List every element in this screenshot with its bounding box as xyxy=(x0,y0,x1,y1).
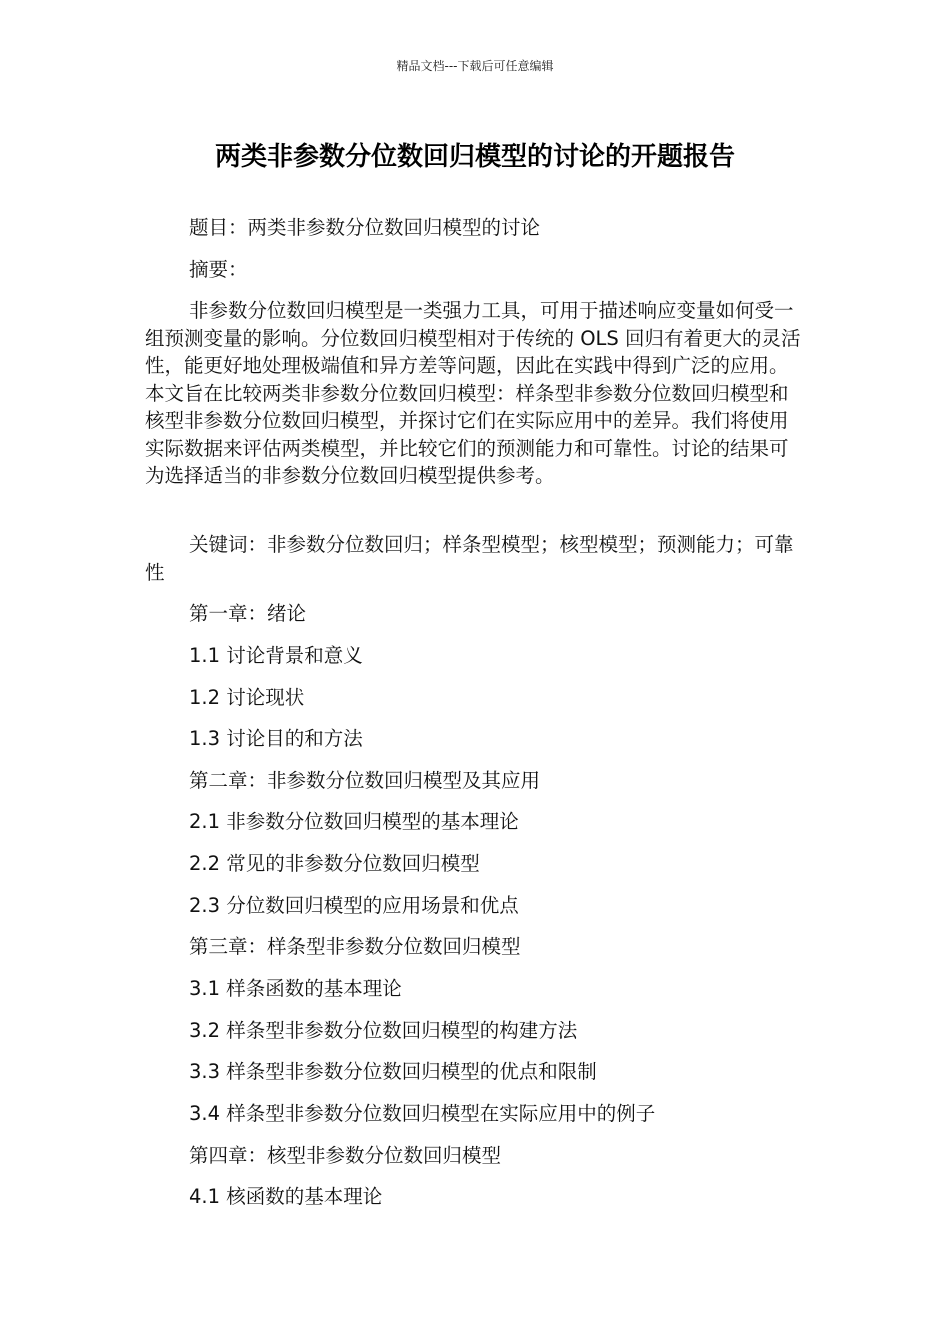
keywords-paragraph: 关键词：非参数分位数回归；样条型模型；核型模型；预测能力；可靠性 xyxy=(145,533,794,584)
outline-chapter-2: 第二章：非参数分位数回归模型及其应用 xyxy=(189,769,541,792)
outline-chapter-3: 第三章：样条型非参数分位数回归模型 xyxy=(189,935,521,958)
page-header-note: 精品文档---下载后可任意编辑 xyxy=(396,59,554,73)
outline-section-4-1: 4.1 核函数的基本理论 xyxy=(189,1185,383,1208)
outline-section-3-4: 3.4 样条型非参数分位数回归模型在实际应用中的例子 xyxy=(189,1102,656,1125)
outline-chapter-4: 第四章：核型非参数分位数回归模型 xyxy=(189,1144,502,1167)
outline-section-3-3: 3.3 样条型非参数分位数回归模型的优点和限制 xyxy=(189,1060,597,1083)
abstract-label: 摘要： xyxy=(189,258,248,281)
outline-section-2-1: 2.1 非参数分位数回归模型的基本理论 xyxy=(189,810,519,833)
outline-section-2-2: 2.2 常见的非参数分位数回归模型 xyxy=(189,852,480,875)
outline-section-1-2: 1.2 讨论现状 xyxy=(189,686,305,709)
outline-section-1-3: 1.3 讨论目的和方法 xyxy=(189,727,363,750)
outline-section-3-2: 3.2 样条型非参数分位数回归模型的构建方法 xyxy=(189,1019,578,1042)
topic-line: 题目：两类非参数分位数回归模型的讨论 xyxy=(189,216,541,239)
document-title: 两类非参数分位数回归模型的讨论的开题报告 xyxy=(214,142,735,172)
outline-chapter-1: 第一章：绪论 xyxy=(189,602,307,625)
outline-section-2-3: 2.3 分位数回归模型的应用场景和优点 xyxy=(189,894,519,917)
outline-section-1-1: 1.1 讨论背景和意义 xyxy=(189,644,363,667)
abstract-paragraph: 非参数分位数回归模型是一类强力工具，可用于描述响应变量如何受一组预测变量的影响。分位数回归模型相对于传统的 OLS 回归有着更大的灵活性，能更好地处理极端值和异方差等问题，因此在实践中得到广泛的应用。本文旨在比较两类非参数分位数回归模型：样条型非参数分位数回归模型和核型非参数分位数回归模型，并探讨它们在实际应用中的差异。我们将使用实际数据来评估两类模型，并比较它们的预测能力和可靠性。讨论的结果可为选择适当的非参数分位数回归模型提供参考。 xyxy=(145,299,801,487)
outline-section-3-1: 3.1 样条函数的基本理论 xyxy=(189,977,402,1000)
